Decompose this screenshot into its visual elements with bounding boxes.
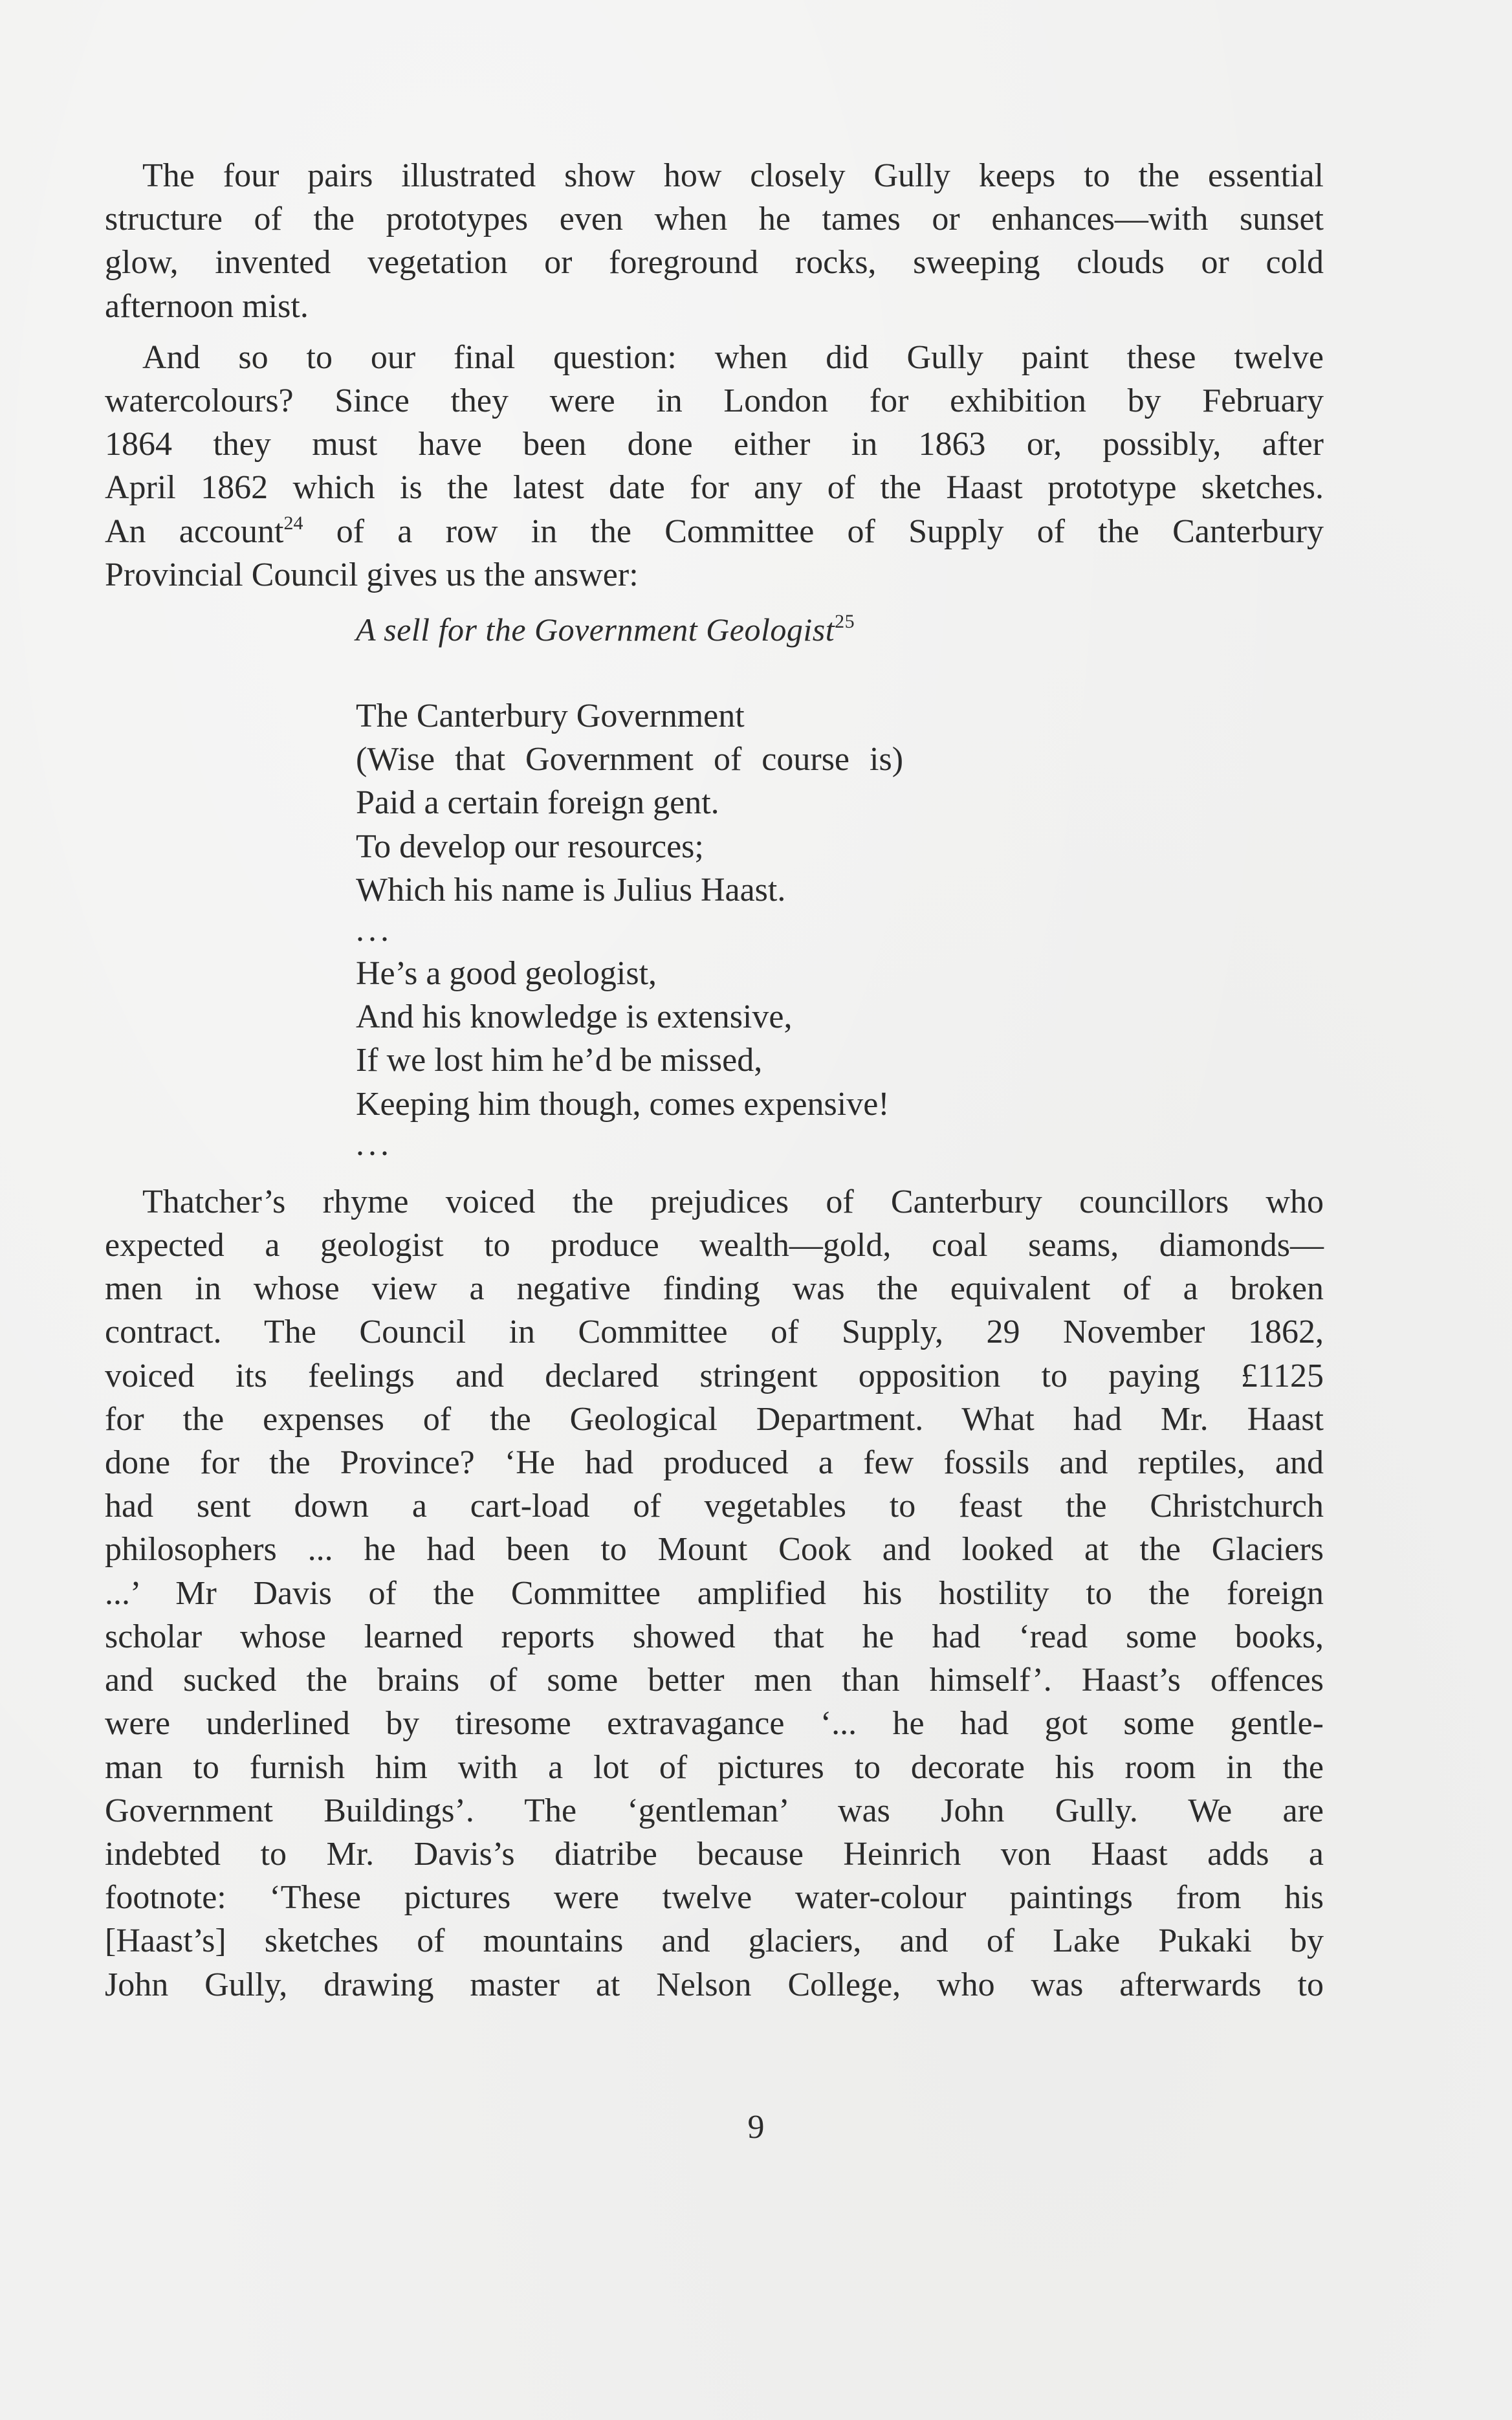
verse-line: To develop our resources; [356,828,704,865]
text-line: voiced its feelings and declared stringent opposition to paying £1125 [105,1357,1324,1394]
page-number: 9 [747,2109,765,2146]
text-line [105,510,1324,553]
footnote-ref-25[interactable]: 25 [835,611,855,633]
text-line: glow, invented vegetation or foreground rocks, sweeping clouds or cold [105,244,1324,281]
verse-line: Which his name is Julius Haast. [356,871,786,908]
verse-title [356,608,1324,652]
text-line: man to furnish him with a lot of pictures to decorate his room in the [105,1748,1324,1786]
verse-line: (Wise that Government of course is) [356,741,904,778]
text-line: for the expenses of the Geological Department. What had Mr. Haast [105,1400,1324,1438]
text-line: afternoon mist. [105,287,309,325]
text-line: structure of the prototypes even when he tames or enhances—with sunset [105,201,1324,238]
text-line: Provincial Council gives us the answer: [105,556,639,593]
text-line: philosophers ... he had been to Mount Cook and looked at the Glaciers [105,1531,1324,1568]
verse-line: He’s a good geologist, [356,955,657,993]
paragraph-prototypes [105,154,1324,328]
text-line: watercolours? Since they were in London for exhibition by February [105,382,1324,420]
verse-line: And his knowledge is extensive, [356,998,793,1036]
paragraph-final-question [105,336,1324,597]
verse-line: Keeping him though, comes expensive! [356,1085,890,1123]
text-line: indebted to Mr. Davis’s diatribe because Heinrich von Haast adds a [105,1835,1324,1873]
verse-block [356,608,1324,1161]
verse-line: Paid a certain foreign gent. [356,784,719,822]
text-line: ...’ Mr Davis of the Committee amplified his hostility to the foreign [105,1574,1324,1612]
text-line: were underlined by tiresome extravagance ‘... he had got some gentle- [105,1705,1324,1743]
text-line: Government Buildings’. The ‘gentleman’ was John Gully. We are [105,1792,1324,1829]
verse-title-text: A sell for the Government Geologist [356,611,835,648]
text-line: footnote: ‘These pictures were twelve water-colour paintings from his [105,1879,1324,1917]
text-line: [Haast’s] sketches of mountains and glaciers, and of Lake Pukaki by [105,1922,1324,1960]
verse-line: The Canterbury Government [356,698,745,735]
text-line: Thatcher’s rhyme voiced the prejudices of Canterbury councillors who [142,1183,1324,1220]
paragraph-thatcher [105,1180,1324,2007]
text-line: done for the Province? ‘He had produced a few fossils and reptiles, and [105,1444,1324,1482]
text-line: had sent down a cart-load of vegetables to feast the Christchurch [105,1488,1324,1525]
text-line: contract. The Council in Committee of Supply, 29 November 1862, [105,1314,1324,1351]
verse-ellipsis: ... [356,912,393,949]
text-line: scholar whose learned reports showed that he had ‘read some books, [105,1618,1324,1655]
text-line: and sucked the brains of some better men than himself’. Haast’s offences [105,1662,1324,1699]
verse-ellipsis: ... [356,1125,393,1163]
text-fragment: An account [105,512,284,550]
text-line: men in whose view a negative finding was the equivalent of a broken [105,1270,1324,1308]
text-line: expected a geologist to produce wealth—gold, coal seams, diamonds— [105,1227,1324,1264]
text-line: And so to our final question: when did Gully paint these twelve [142,338,1324,376]
text-fragment: of a row in the Committee of Supply of the Canterbury [303,512,1324,550]
body-text [105,154,1324,2007]
text-line: The four pairs illustrated show how closely Gully keeps to the essential [142,157,1324,194]
footnote-ref-24[interactable]: 24 [283,512,303,534]
text-line: 1864 they must have been done either in 1863 or, possibly, after [105,426,1324,463]
text-line: April 1862 which is the latest date for any of the Haast prototype sketches. [105,469,1324,507]
verse-line: If we lost him he’d be missed, [356,1042,763,1079]
text-line: John Gully, drawing master at Nelson College, who was afterwards to [105,1966,1324,2003]
